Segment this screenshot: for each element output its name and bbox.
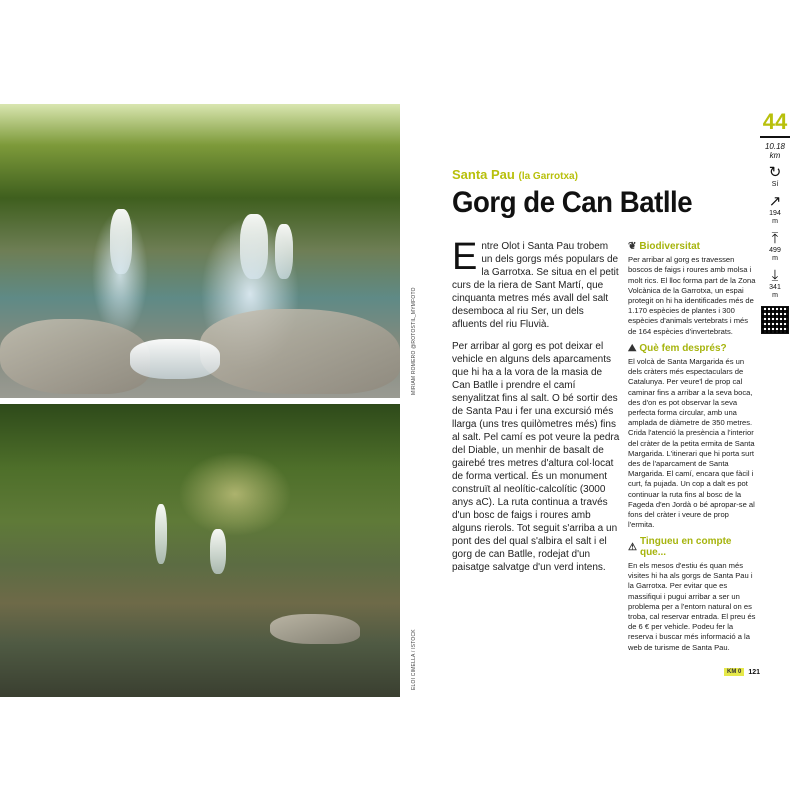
page-number: 121 xyxy=(748,668,761,676)
ascent-arrow-icon: ↗ xyxy=(768,193,782,210)
sidebar-boxes xyxy=(628,242,756,660)
after-heading xyxy=(628,344,756,354)
paragraph-intro-text: ntre Olot i Santa Pau trobem un dels gorgs més populars de la Garrotxa. Se situa en el petit curs de la riera de Sant Martí, que cinquanta metres més avall del salt desemboca al riu Ser, un dels afluents del riu Fluvià. xyxy=(452,241,619,330)
circular-value: Sí xyxy=(771,181,779,188)
distance-value: 10.18 xyxy=(764,142,786,151)
main-article xyxy=(452,236,620,583)
photo-credit-top: MIRIAM ROMERO @ROTOSTIL_MYMFOTO xyxy=(411,287,417,395)
location-kicker xyxy=(452,167,578,182)
rapids xyxy=(130,339,220,379)
after-title: Què fem després? xyxy=(639,342,727,354)
hiker-icon: ⛰ xyxy=(628,342,637,354)
note-text: En els mesos d'estiu és quan més visites hi ha als gorgs de Santa Pau i la Garrotxa. Per evitar que es massifiqui i pugui arribar a ser un problema per a l'entorn natural on es troba, cal reservar entrada. El preu és de 6 € per vehicle. Podeu fer la reserva i buscar més informació a la web de turisme de Santa Pau. xyxy=(628,560,756,652)
biodiversity-heading xyxy=(628,242,756,252)
biodiversity-title: Biodiversitat xyxy=(639,241,700,252)
waterfall-stream xyxy=(275,224,293,279)
paragraph-intro xyxy=(452,236,620,331)
leaf-icon: ❦ xyxy=(628,241,637,252)
waterfall-stream xyxy=(210,529,226,574)
paragraph-route: Per arribar al gorg es pot deixar el vehicle en alguns dels aparcaments que hi ha a la vora de la masia de Can Batlle i prendre el camí senyalitzat fins al salt. O bé sortir des de Santa Pau i fer una excursió més llarga (uns tres quilòmetres més) fins al salt. Pel camí es pot veure la pedra del Diable, un menhir de basalt de gairebé tres metres d'altura col·locat de forma vertical. És un monument construït al neolític-calcolític (3000 anys aC). La ruta continua a través d'un bosc de faigs i roures amb alguns rierols. Tot seguit s'arriba a un pont des del qual s'albira el salt i el gorg de can Batlle, rodejat d'un paisatge salvatge d'un verd intens. xyxy=(452,341,620,573)
waterfall-photo-bottom xyxy=(0,404,400,697)
rock xyxy=(0,319,150,394)
page-title: Gorg de Can Batlle xyxy=(452,186,693,219)
note-title: Tingueu en compte que... xyxy=(639,536,732,558)
route-info-rail xyxy=(760,110,790,334)
max-altitude-icon: ⤒ xyxy=(771,230,779,247)
kicker-region: (la Garrotxa) xyxy=(518,171,578,182)
rock xyxy=(270,614,360,644)
max-altitude-value: 499 xyxy=(769,247,781,254)
distance-unit: km xyxy=(769,151,781,160)
route-number: 44 xyxy=(762,109,788,134)
ascent-value: 194 xyxy=(769,210,781,217)
biodiversity-text: Per arribar al gorg es travessen boscos de faigs i roures amb molsa i molt rics. El lloc forma part de la Zona Volcànica de la Garrotxa, un espai protegit on hi ha identificades més de 1.170 espècies de plantes i 300 espècies d'animals vertebrats i més de 164 espècies d'invertebrats. xyxy=(628,255,756,336)
min-altitude-value: 341 xyxy=(769,284,781,291)
ascent-unit: m xyxy=(772,218,778,225)
rail-rule xyxy=(760,136,790,138)
rock xyxy=(200,309,400,394)
waterfall-photo-top xyxy=(0,104,400,398)
magazine-section: KM 0 xyxy=(724,668,744,676)
dropcap: E xyxy=(452,236,478,278)
note-heading xyxy=(628,537,756,557)
warning-icon: ⚠ xyxy=(628,541,637,553)
page-footer xyxy=(724,668,760,676)
photo-credit-bottom: ELOI CIMELLA / ISTOCK xyxy=(411,629,417,690)
waterfall-stream xyxy=(155,504,167,564)
waterfall-stream xyxy=(110,209,132,274)
max-altitude-unit: m xyxy=(772,255,778,262)
qr-code-icon[interactable] xyxy=(761,306,789,334)
kicker-place: Santa Pau xyxy=(452,167,515,182)
after-text: El volcà de Santa Margarida és un dels cràters més espectaculars de Catalunya. Per veure'l de prop cal caminar fins a arribar a la seva boca, des d'on es pot observar la seva perfecta forma circular, amb una amplada de diàmetre de 350 metres. Crida l'atenció la presència a l'interior del cràter de la petita ermita de Santa Margarida. L'itinerari que hi porta surt des de l'aparcament de Santa Margarida. El camí, encara que fàcil i curt, fa pujada. Un cop a dalt es pot continuar la ruta fins al bosc de la Fageda d'en Jordà o bé apropar-se al fons del cràter i veure de prop l'ermita. xyxy=(628,357,755,530)
waterfall-stream xyxy=(240,214,268,279)
circular-route-icon: ↻ xyxy=(768,164,782,181)
min-altitude-icon: ⤓ xyxy=(771,267,779,284)
min-altitude-unit: m xyxy=(772,292,778,299)
